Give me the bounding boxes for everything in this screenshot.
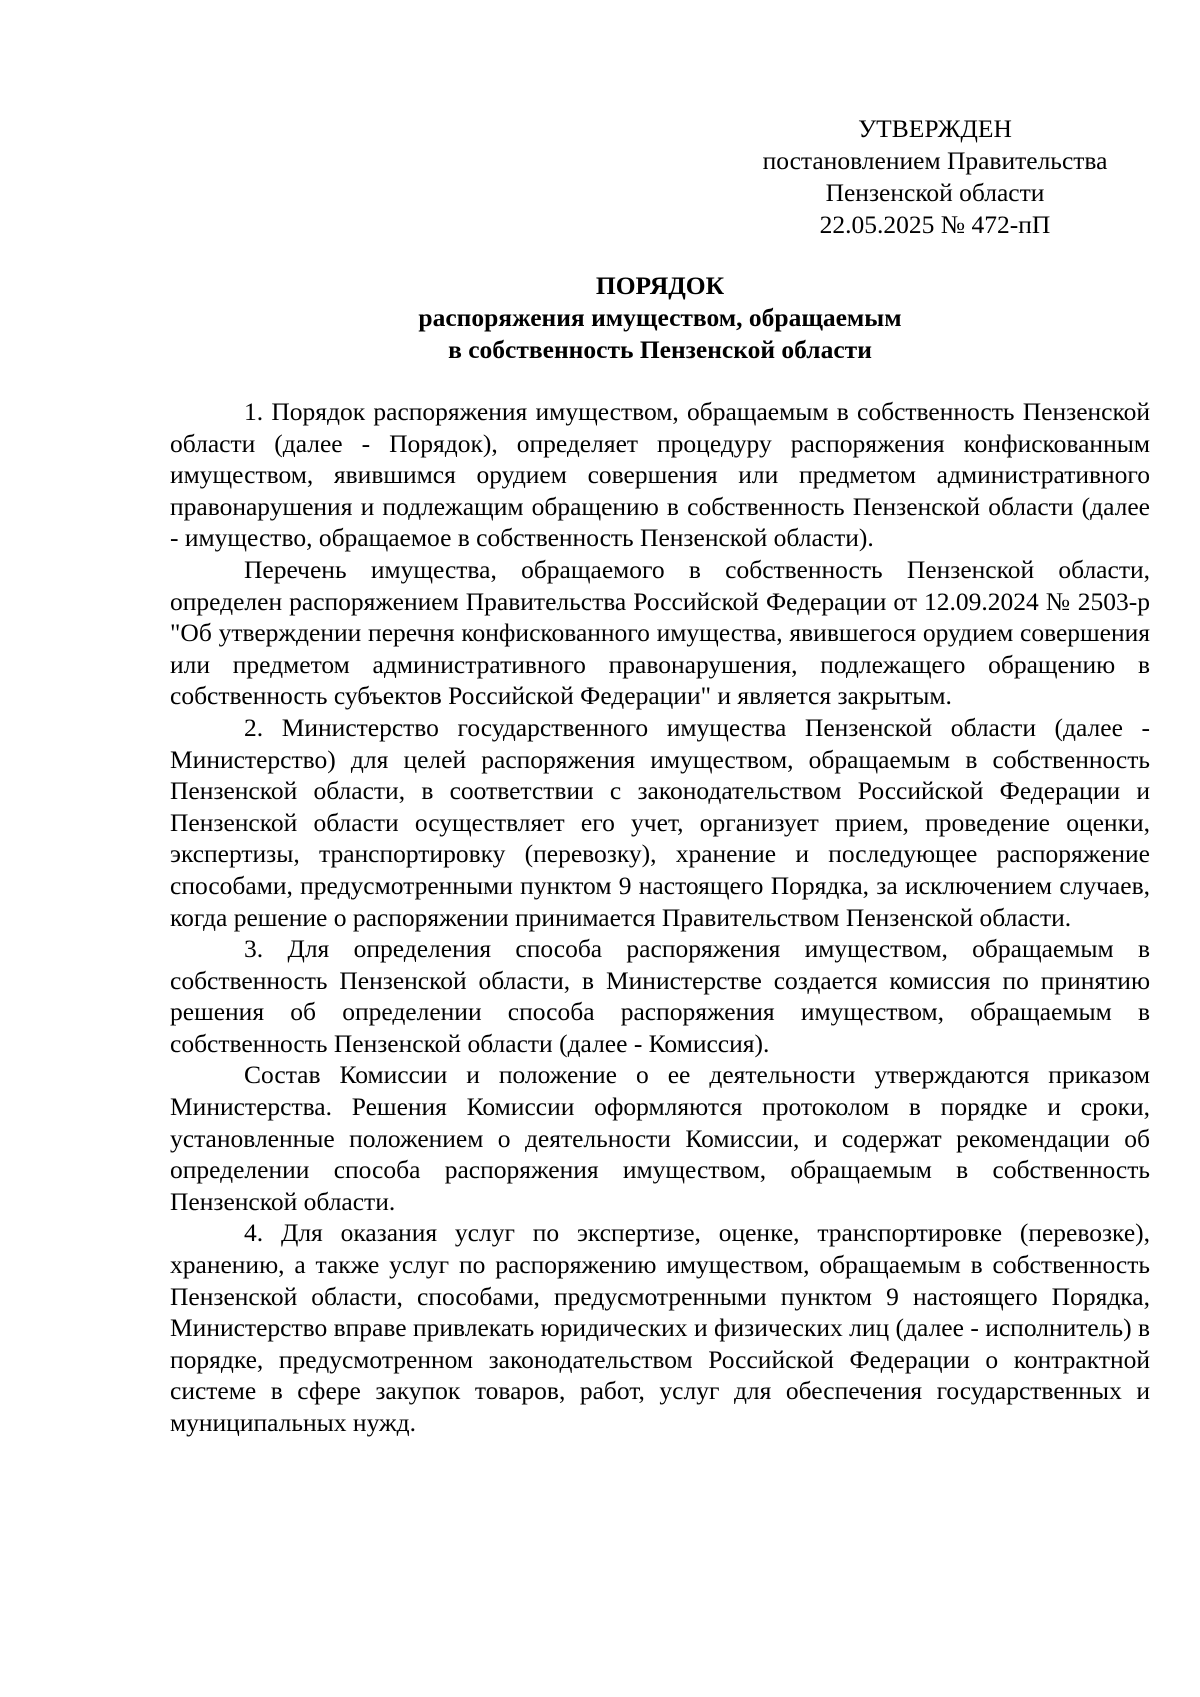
paragraph-2: 2. Министерство государственного имущества Пензенской области (далее - Министерство) для целей распоряжения имуществом, обращаемым в собственность Пензенской области, в соответствии с законодательством Российской Федерации и Пензенской области осуществляет его учет, организует прием, проведение оценки, экспертизы, транспортировку (перевозку), хранение и последующее распоряжение способами, предусмотренными пунктом 9 настоящего Порядка, за исключением случаев, когда решение о распоряжении принимается Правительством Пензенской области. <box>170 712 1150 932</box>
title-line-2: распоряжения имуществом, обращаемым <box>418 303 902 332</box>
approval-region-line: Пензенской области <box>825 178 1045 207</box>
paragraph-4: 4. Для оказания услуг по экспертизе, оценке, транспортировке (перевозке), хранению, а также услуг по распоряжению имуществом, обращаемым в собственность Пензенской области, способами, предусмотренными пунктом 9 настоящего Порядка, Министерство вправе привлекать юридических и физических лиц (далее - исполнитель) в порядке, предусмотренном законодательством Российской Федерации о контрактной системе в сфере закупок товаров, работ, услуг для обеспечения государственных и муниципальных нужд. <box>170 1218 1150 1437</box>
approval-date-number: 22.05.2025 № 472-пП <box>819 210 1051 239</box>
document-body <box>170 396 1150 1439</box>
paragraph-1: 1. Порядок распоряжения имуществом, обращаемым в собственность Пензенской области (далее - Порядок), определяет процедуру распоряжения конфискованным имуществом, явившимся орудием совершения или предметом административного правонарушения и подлежащим обращению в собственность Пензенской области (далее - имущество, обращаемое в собственность Пензенской области). <box>170 397 1150 553</box>
title-line-3: в собственность Пензенской области <box>448 335 872 364</box>
approval-title: УТВЕРЖДЕН <box>858 114 1012 143</box>
paragraph-3-commission: Состав Комиссии и положение о ее деятельности утверждаются приказом Министерства. Решения Комиссии оформляются протоколом в порядке и сроки, установленные положением о деятельности Комиссии, и содержат рекомендации об определении способа распоряжения имуществом, обращаемым в собственность Пензенской области. <box>170 1060 1150 1216</box>
paragraph-3: 3. Для определения способа распоряжения имуществом, обращаемым в собственность Пензенской области, в Министерстве создается комиссия по принятию решения об определении способа распоряжения имуществом, обращаемым в собственность Пензенской области (далее - Комиссия). <box>170 934 1150 1058</box>
paragraph-1-list: Перечень имущества, обращаемого в собственность Пензенской области, определен распоряжением Правительства Российской Федерации от 12.09.2024 № 2503-р "Об утверждении перечня конфискованного имущества, явившегося орудием совершения или предметом административного правонарушения, подлежащего обращению в собственность субъектов Российской Федерации" и является закрытым. <box>170 554 1150 711</box>
document-title <box>170 270 1150 366</box>
title-line-1: ПОРЯДОК <box>595 271 725 300</box>
approval-decree-line: постановлением Правительства <box>762 146 1108 175</box>
approval-stamp <box>735 113 1135 241</box>
